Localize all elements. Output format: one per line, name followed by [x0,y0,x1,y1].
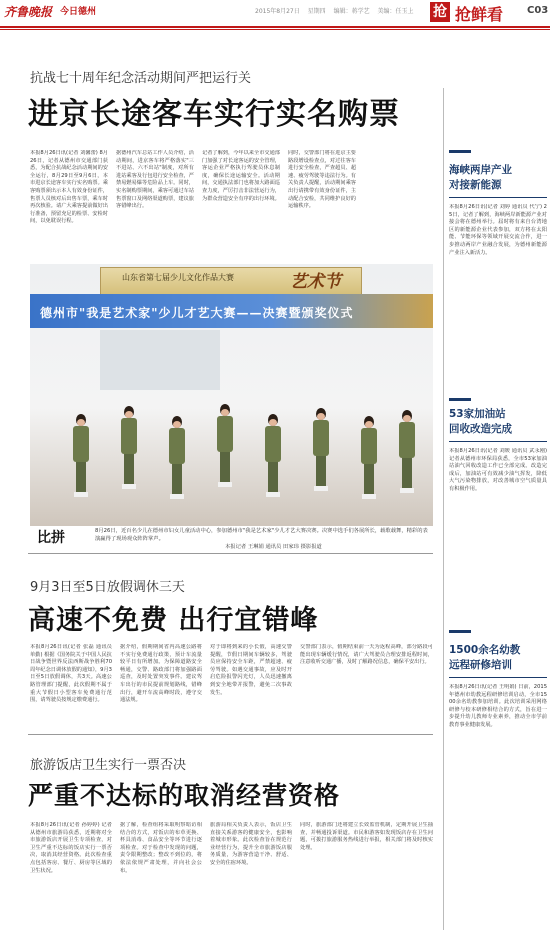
section-divider [28,734,433,735]
masthead [0,0,550,26]
side-title: 53家加油站 [449,408,506,420]
issue-date: 2015年8月27日 [255,8,300,15]
dancer-figure [396,410,418,500]
dancer-figure [358,416,380,506]
section-name: 今日德州 [60,7,97,17]
sidebar-story-3 [449,630,547,902]
side-underline [449,197,547,198]
side-accent [449,630,471,633]
article2-kicker: 9月3日至5日放假调休三天 [30,580,185,595]
dancer-figure [214,404,236,494]
article2-headline: 高速不免费 出行宜错峰 [28,605,319,636]
page-number: C03 [527,5,549,16]
column-title: 抢鲜看 [455,5,504,24]
hot-mark-icon: 抢 [430,2,450,22]
photo-banner-text: 德州市"我是艺术家"少儿才艺大赛——决赛暨颁奖仪式 [40,306,354,320]
dancer-figure [310,408,332,498]
editor-credit: 编辑：蒋学艺 [333,8,370,15]
article3-col4: 同时，旅游部门还将建立长效监管机制，定期开展卫生抽查，并畅通投诉渠道。市民和游客如发现饭店存在卫生问题，可拨打旅游服务热线进行举报，相关部门将及时核实处理。 [300,822,433,851]
photo-caption: 8月26日，近百名少儿在德州市妇女儿童活动中心，参加德州市"我是艺术家"少儿才艺大赛决赛。决赛中选手们各展所长，载歌载舞，精彩的表演赢得了现场观众阵阵掌声。 [95,528,428,542]
top-rule [0,26,550,28]
photo-board-text: 山东省第七届少儿文化作品大赛 [122,273,234,282]
article1-kicker: 抗战七十周年纪念活动期间严把运行关 [30,71,252,86]
article2-col4: 交警部门表示，假期结束前一天为返程高峰，部分路段可能出现车辆缓行情况，请广大驾驶员合理安排返程时间，注意收听交通广播，及时了解路况信息，确保平安出行。 [300,644,433,666]
side-title: 回收改造完成 [449,423,512,435]
article1-col3: 记者了解到，今年以来全市交通部门加强了对长途客运的安全管理，客运企业严格执行驾驶员休息制度，确保长途运输安全。活动期间，交通执法部门也将加大路面巡查力度，严厉打击非法营运行为，为群众营造安全有序的出行环境。 [202,150,280,202]
dancer-figure [70,414,92,504]
section-divider [28,553,433,554]
issue-weekday: 星期四 [307,8,326,15]
side-title: 1500余名幼教 [449,644,521,656]
article1-col1: 本报8月26日讯(记者 刘馨蕾) 8月26日，记者从德州市交通部门获悉，为配合抗战纪念活动期间的安全运行，8月29日至9月6日，本市进京长途客车实行实名购票。乘客购票须出示本人有效身份证件，售票人员核对后出售车票，乘车时再次核验。请广大乘客提前做好出行准备，预留充足的检票、安检时间，以免耽误行程。 [30,150,108,225]
side-body: 本报8月26日讯(记者 刘婷 通讯员 代宁) 25日，记者了解到，海峡两岸新能源产业对接会将在德州举行。届时将有来自台湾地区的新能源企业代表参加，双方将在太阳能、节能环保等领域开展交流合作，进一步推动两岸产业融合发展，为德州新能源产业注入新活力。 [449,204,547,256]
dancer-figure [118,406,140,496]
side-accent [449,150,471,153]
photo-stage-screen [100,330,220,390]
top-rule-thin [0,29,550,30]
article3-headline: 严重不达标的取消经营资格 [28,781,341,810]
dancer-figure [166,416,188,506]
sidebar-rule [443,88,444,930]
article1-headline: 进京长途客车实行实名购票 [28,97,400,132]
news-photo [30,264,433,526]
page-meta [255,6,420,15]
sidebar-story-2 [449,398,547,604]
photo-tag: 比拼 [37,530,65,546]
article2-col2: 据介绍，假期期间省内高速公路将不实行免费通行政策，预计车流量较平日有所增加。为保障道路安全畅通，交警、路政部门将加强路面巡查，及时处置突发事件。建议驾车出行的市民提前规划路线，错峰出行，避开车流高峰时段，遵守交通法规。 [120,644,202,704]
side-title: 远程研修培训 [449,659,512,671]
side-body: 本报8月26日讯(记者 王明娟) 日前，2015年德州市幼教远程研修培训启动，全市1500余名幼教参加培训。此次培训采用网络研修与校本研修相结合的方式，旨在进一步提升幼儿教师专业素养，推动全市学前教育事业健康发展。 [449,684,547,728]
side-underline [449,677,547,678]
dancer-figure [262,414,284,504]
sidebar-story-1 [449,150,547,372]
photo-board-art: 艺术节 [290,272,341,292]
photo-credit: 本报记者 王琳娟 通讯员 田家玮 摄影报道 [225,544,322,550]
article3-col1: 本报8月26日讯(记者 孙婷婷) 记者从德州市旅游局获悉，近期将对全市旅游饭店开展卫生专项检查，对卫生严重不达标的饭店实行一票否决，取消其经营资格。此次检查重点包括客房、餐厅、厨房等区域的卫生状况。 [30,822,112,874]
article2-col1: 本报8月26日讯(记者 张磊 通讯员 单勤) 根据《国务院关于中国人民抗日战争暨世界反法西斯战争胜利70周年纪念日调休放假的通知》，9月3日至5日放假调休，共3天。高速公路管理部门提醒，此次假期不属于重大节假日小型客车免费通行范围，请驾驶员按规定缴费通行。 [30,644,112,704]
newspaper-brand: 齐鲁晚报 [4,5,53,19]
article1-col2: 据德州汽车总站工作人员介绍，活动期间，进京客车将严格落实"三不进站、六不出站"制度，对所有进站乘客及行包进行安全检查，严禁易燃易爆等危险品上车。同时，实名制购票期间，乘客可通过车站售票窗口及网络渠道购票，建议旅客错峰出行。 [116,150,194,210]
design-credit: 美编：任玉上 [377,8,414,15]
article1-col4: 同时，交警部门将在进京主要路段增设检查点，对过往客车进行安全检查，严查超员、超速、疲劳驾驶等违法行为。有关负责人提醒，活动期间乘客出行请携带有效身份证件，主动配合安检，共同维护良好的运输秩序。 [288,150,356,210]
article3-kicker: 旅游饭店卫生实行一票否决 [30,758,187,773]
article2-col3: 对于即将到来的小长假，高速交警提醒，节假日期间车辆较多，驾驶员应保持安全车距，严禁超速、疲劳驾驶。如遇交通事故，应及时开启危险报警闪光灯，人员迅速撤离到安全地带并报警，避免二次事故发生。 [210,644,292,696]
side-title: 对接新能源 [449,179,502,191]
side-title: 海峡两岸产业 [449,164,512,176]
article3-col3: 旅游局相关负责人表示，饭店卫生直接关系游客的健康安全，也影响着城市形象。此次检查旨在规范行业经营行为，提升全市旅游饭店服务质量，为游客营造干净、舒适、安全的住宿环境。 [210,822,292,866]
side-body: 本报8月26日讯(记者 刘媛 通讯员 武永刚) 记者从德州市环保局获悉，全市53家加油站油气回收改造工作已全部完成。改造完成后，加油站可有效减少油气挥发，降低大气污染物排放，对改善城市空气质量具有积极作用。 [449,448,547,492]
article3-col2: 据了解，检查组将采取明察暗访相结合的方式，对饭店的布草更换、杯具消毒、食品安全等环节进行逐项检查。对于检查中发现的问题，责令限期整改；整改不到位的，将依法依规严肃处理，并向社会公布。 [120,822,202,874]
side-accent [449,398,471,401]
side-underline [449,441,547,442]
